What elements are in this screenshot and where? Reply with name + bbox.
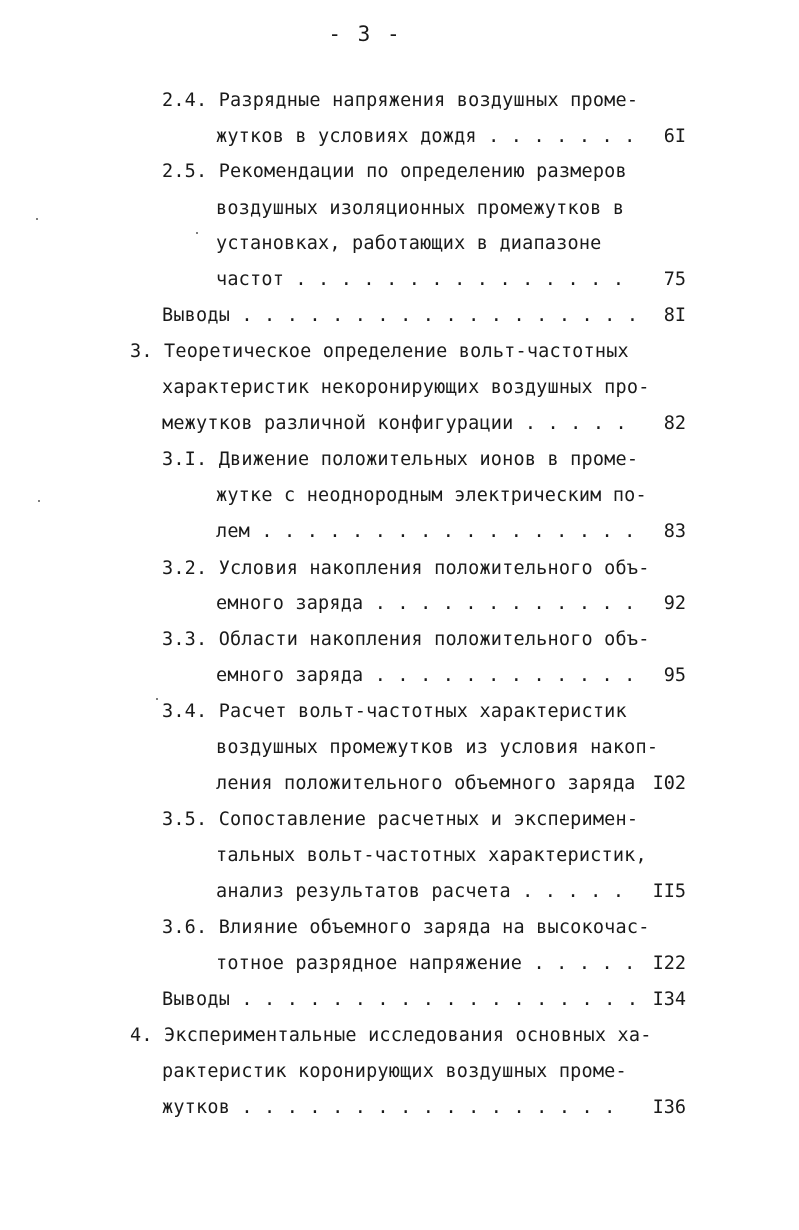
toc-entry-text: 3.6. Влияние объемного заряда на высокочас- [162, 917, 650, 938]
toc-entry-text: жутков в условиях дождя . . . . . . . [216, 126, 636, 147]
toc-entry-text: тотное разрядное напряжение . . . . . [216, 953, 636, 974]
toc-entry-text: рактеристик коронирующих воздушных проме- [162, 1061, 627, 1082]
toc-page-number: 83 [663, 521, 686, 542]
toc-entry-text: Выводы . . . . . . . . . . . . . . . . . . [162, 305, 639, 326]
toc-entry-text: воздушных изоляционных промежутков в [216, 198, 625, 219]
toc-entry-text: жутке с неоднородным электрическим по- [216, 485, 647, 506]
toc-entry-text: характеристик некоронирующих воздушных про- [162, 377, 650, 398]
toc-entry-text: ления положительного объемного заряда [216, 773, 636, 794]
toc-entry-text: 4. Экспериментальные исследования основных ха- [130, 1025, 652, 1046]
scan-speck [38, 500, 40, 502]
toc-page-number: I36 [652, 1097, 686, 1118]
page-number: - 3 - [328, 22, 402, 46]
scan-speck [196, 232, 198, 234]
toc-entry-text: лем . . . . . . . . . . . . . . . . . [216, 521, 636, 542]
toc-entry-text: установках, работающих в диапазоне [216, 233, 602, 254]
toc-entry-text: анализ результатов расчета . . . . . [216, 881, 625, 902]
toc-entry-text: тальных вольт-частотных характеристик, [216, 845, 647, 866]
toc-entry-text: жутков . . . . . . . . . . . . . . . . . [162, 1097, 616, 1118]
scan-speck [156, 698, 158, 700]
scan-speck [36, 218, 38, 220]
toc-page-number: 6I [663, 126, 686, 147]
toc-entry-text: 3.I. Движение положительных ионов в проме- [162, 449, 639, 470]
toc-entry-text: 2.5. Рекомендации по определению размеров [162, 161, 627, 182]
toc-entry-text: 3.4. Расчет вольт-частотных характеристик [162, 701, 627, 722]
toc-entry-text: 3. Теоретическое определение вольт-частотных [130, 341, 629, 362]
toc-entry-text: 3.3. Области накопления положительного объ- [162, 629, 650, 650]
toc-page-number: 92 [663, 593, 686, 614]
toc-page-number: 95 [663, 665, 686, 686]
toc-entry-text: 3.5. Сопоставление расчетных и эксперимен- [162, 809, 639, 830]
toc-entry-text: частот . . . . . . . . . . . . . . . [216, 269, 625, 290]
toc-entry-text: Выводы . . . . . . . . . . . . . . . . . . [162, 989, 639, 1010]
toc-page-number: I02 [652, 773, 686, 794]
toc-entry-text: воздушных промежутков из условия накоп- [216, 737, 659, 758]
toc-page-number: I34 [652, 989, 686, 1010]
toc-entry-text: емного заряда . . . . . . . . . . . . [216, 593, 636, 614]
toc-page-number: II5 [652, 881, 686, 902]
toc-entry-text: 3.2. Условия накопления положительного объ- [162, 558, 650, 579]
toc-page-number: 75 [663, 269, 686, 290]
toc-entry-text: 2.4. Разрядные напряжения воздушных проме- [162, 90, 639, 111]
toc-entry-text: межутков различной конфигурации . . . . . [162, 413, 627, 434]
toc-page-number: 82 [663, 413, 686, 434]
toc-page-number: I22 [652, 953, 686, 974]
toc-page-number: 8I [663, 305, 686, 326]
toc-entry-text: емного заряда . . . . . . . . . . . . [216, 665, 636, 686]
